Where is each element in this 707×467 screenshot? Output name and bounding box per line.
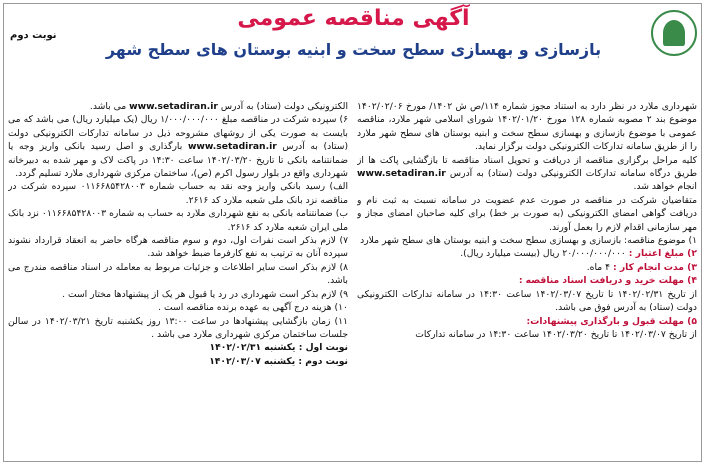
page-subtitle: بازسازی و بهسازی سطح سخت و ابنیه بوستان های سطح شهر (105, 40, 602, 59)
left-column (8, 100, 348, 460)
item-5: ۵) مهلت قبول و بارگذاری پیشنهادات: (526, 315, 697, 327)
item-6: ۶) سپرده شرکت در مناقصه مبلغ ۱/۰۰۰/۰۰۰/۰۰۰ ریال (یک میلیارد ریال) می باشد که می بایست به صورت یکی از روشهای مشروحه ذیل در سامانه تدارکات الکترونیکی دولت (ستاد) به آدرس www.setadiran.ir بارگذاری و اصل رسید بانکی واریز وجه یا ضمانتنامه بانکی تا تاریخ ۱۴۰۲/۰۳/۲۰ ساعت ۱۴:۳۰ در پاکت لاک و مهر شده به دبیرخانه شهرداری واقع در بلوار رسول اکرم (ص)، ساختمان مرکزی شهرداری ملارد تسلیم گردد. (8, 114, 348, 180)
item-5-text: از تاریخ ۱۴۰۲/۰۳/۰۷ تا تاریخ ۱۴۰۲/۰۳/۲۰ ساعت ۱۴:۳۰ در سامانه تدارکات (415, 328, 697, 340)
round-label: نوبت دوم (10, 30, 57, 41)
item-2: ۲) مبلغ اعتبار : ۲۰/۰۰۰/۰۰۰/۰۰۰ ریال (بیست میلیارد ریال). (460, 248, 697, 260)
item-6-be: ب) ضمانتنامه بانکی به نفع شهرداری ملارد به حساب به شماره ۰۱۱۶۶۸۵۴۲۸۰۰۳ نزد بانک ملی ایران شعبه ملارد کد ۲۶۱۶. (8, 208, 348, 233)
item-3: ۳) مدت انجام کار : ۴ ماه. (586, 261, 697, 273)
item-1: ۱) موضوع مناقصه: بازسازی و بهسازی سطح سخت و ابنیه بوستان های سطح شهر ملارد (360, 235, 697, 247)
date-first: نوبت اول : یکشنبه ۱۴۰۲/۰۲/۳۱ (209, 342, 348, 354)
item-4: ۴) مهلت خرید و دریافت اسناد مناقصه : (518, 275, 697, 287)
item-6-alef: الف) رسید بانکی واریز وجه نقد به حساب شماره ۰۱۱۶۶۸۵۴۲۸۰۰۳ سپرده شرکت در مناقصه نزد بانک ملی شعبه ملارد کد ۲۶۱۶. (8, 181, 348, 206)
item-11: ۱۱) زمان بازگشایی پیشنهادها در ساعت ۱۳:۰۰ روز یکشنبه تاریخ ۱۴۰۲/۰۳/۲۱ در سالن جلسات ساختمان مرکزی شهرداری ملارد می باشد . (8, 315, 348, 340)
date-second: نوبت دوم : یکشنبه ۱۴۰۲/۰۳/۰۷ (209, 355, 348, 367)
item-8: ۸) لازم بذکر است سایر اطلاعات و جزئیات مربوط به معامله در اسناد مناقصه مندرج می باشد. (8, 261, 348, 287)
intro-paragraph: شهرداری ملارد در نظر دارد به استناد مجوز شماره ۱۱۴/ص ش ۱۴۰۲/ مورخ ۱۴۰۲/۰۲/۰۶ موضوع بند ۲ مصوبه شماره ۱۲۸ مورخ ۱۴۰۲/۰۱/۲۰ شورای اسلامی شهر ملارد، مناقصه عمومی با موضوع بازسازی و بهسازی سطح سخت و ابنیه بوستان های سطح شهر ملارد را از طریق سامانه تدارکات الکترونیکی دولت برگزار نماید. (357, 101, 697, 153)
process-paragraph: کلیه مراحل برگزاری مناقصه از دریافت و تحویل اسناد مناقصه تا بازگشایی پاکت ها از طریق درگاه سامانه تدارکات الکترونیکی دولت (ستاد) به آدرس www.setadiran.ir انجام خواهد شد. (357, 154, 697, 193)
registration-paragraph: متقاضیان شرکت در مناقصه در صورت عدم عضویت در سامانه نسبت به ثبت نام و دریافت گواهی امضای الکترونیکی (به صورت بر خط) برای کلیه صاحبان امضای مجاز و مهر سازمانی اقدام لازم را بعمل آورند. (357, 194, 697, 233)
setad-link-3[interactable]: www.setadiran.ir (187, 141, 277, 153)
right-column (357, 100, 697, 460)
continuation-line: الکترونیکی دولت (ستاد) به آدرس www.setadiran.ir می باشد. (89, 101, 348, 112)
item-9: ۹) لازم بذکر است شهرداری در رد یا قبول هر یک از پیشنهادها مختار است . (62, 288, 348, 300)
item-4-text: از تاریخ ۱۴۰۲/۰۲/۳۱ تا تاریخ ۱۴۰۲/۰۳/۰۷ ساعت ۱۴:۳۰ در سامانه تدارکات الکترونیکی دولت (ستاد) به آدرس فوق می باشد. (357, 288, 697, 314)
setad-link[interactable]: www.setadiran.ir (357, 168, 446, 180)
item-7: ۷) لازم بذکر است نفرات اول، دوم و سوم مناقصه هرگاه حاضر به انعقاد قرارداد نشوند سپرده آنان به ترتیب به نفع کارفرما ضبط خواهد شد. (8, 235, 348, 260)
setad-link-2[interactable]: www.setadiran.ir (129, 101, 218, 112)
item-10: ۱۰) هزینه درج آگهی به عهده برنده مناقصه است . (158, 302, 348, 314)
page-title: آگهی مناقصه عمومی (237, 6, 470, 31)
